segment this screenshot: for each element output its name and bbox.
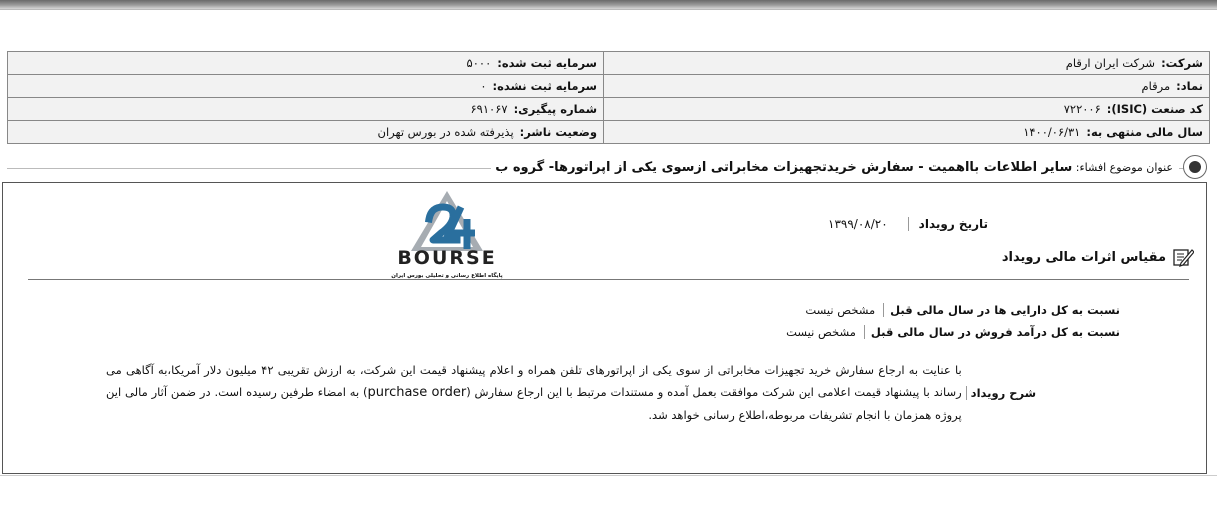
isic-cell (604, 98, 1210, 121)
bottom-divider (0, 475, 1217, 476)
registered-capital-value: ۵۰۰۰ (466, 56, 492, 70)
company-label: شرکت: (1161, 56, 1203, 70)
unregistered-capital-label: سرمایه ثبت نشده: (492, 79, 597, 93)
event-description (106, 359, 1036, 426)
ratio-assets-value: مشخص نیست (805, 303, 876, 317)
bourse-wordmark: BOURSE (397, 247, 497, 269)
bourse24-mark-icon (391, 189, 503, 253)
unregistered-capital-value: ۰ (480, 79, 487, 93)
description-part-2: ) به امضاء طرفین رسیده است. در ضمن آثار مالی این پروژه همزمان با انجام تشریفات مربوطه،اطلاع رسانی خواهد شد. (106, 385, 962, 422)
top-bar (0, 0, 1217, 9)
financial-impact-heading (1002, 247, 1194, 267)
company-value: شرکت ایران ارقام (1065, 56, 1156, 70)
subject-title: سایر اطلاعات بااهمیت - سفارش خریدتجهیزات مخابراتی ازسوی یکی از اپراتورها- گروه ب (495, 159, 1073, 175)
edit-form-icon (1172, 247, 1194, 267)
fiscal-year-cell (604, 121, 1210, 144)
isic-value: ۷۲۲۰۰۶ (1063, 102, 1101, 116)
unregistered-capital-cell (8, 75, 604, 98)
section-divider (28, 279, 1189, 280)
fiscal-year-label: سال مالی منتهی به: (1086, 125, 1203, 139)
tracking-cell (8, 98, 604, 121)
event-date-label: تاریخ رویداد (908, 217, 988, 231)
publisher-status-cell (8, 121, 604, 144)
event-date-value: ۱۳۹۹/۰۸/۲۰ (828, 217, 888, 231)
bourse24-logo (391, 189, 503, 279)
announcement-body (2, 182, 1207, 474)
tracking-value: ۶۹۱۰۶۷ (470, 102, 508, 116)
registered-capital-cell (8, 52, 604, 75)
subject-text (491, 160, 1179, 175)
target-icon (1183, 155, 1207, 179)
event-date (828, 217, 988, 231)
isic-label: کد صنعت (ISIC): (1106, 102, 1203, 116)
financial-impact-title: مقیاس اثرات مالی رویداد (1001, 249, 1166, 265)
ratio-revenue-value: مشخص نیست (786, 325, 856, 339)
logo-tagline: پایگاه اطلاع رسانی و تحلیلی بورس ایران (391, 273, 503, 279)
ratio-row-revenue (786, 325, 1120, 339)
publisher-status-value: پذیرفته شده در بورس تهران (377, 125, 514, 139)
event-description-text (106, 359, 962, 426)
tracking-label: شماره پیگیری: (513, 102, 597, 116)
ratio-assets-label: نسبت به کل دارایی ها در سال مالی قبل (883, 303, 1120, 317)
top-divider (0, 9, 1217, 10)
symbol-cell (604, 75, 1210, 98)
fiscal-year-value: ۱۴۰۰/۰۶/۳۱ (1023, 125, 1081, 139)
company-info-table (7, 51, 1210, 144)
purchase-order-term: purchase order (367, 385, 467, 400)
registered-capital-label: سرمایه ثبت شده: (497, 56, 597, 70)
symbol-value: مرقام (1141, 79, 1171, 93)
publisher-status-label: وضعیت ناشر: (519, 125, 597, 139)
subject-label: عنوان موضوع افشاء: (1075, 160, 1173, 174)
subject-bar (7, 154, 1207, 180)
description-part-1: با عنایت به ارجاع سفارش خرید تجهیزات مخابراتی از سوی یکی از اپراتورهای تلفن همراه و اعلام پیشنهاد قیمت این شرکت، به ارزش تقریبی ۴۲ میلیون دلار آمریکا،به آگاهی می رساند با پیشنهاد قیمت اعلامی این شرکت موافقت بعمل آمده و مستندات مرتبط با این ارجاع سفارش ( (106, 363, 962, 399)
ratio-row-assets (805, 303, 1120, 317)
symbol-label: نماد: (1176, 79, 1203, 93)
ratio-revenue-label: نسبت به کل درآمد فروش در سال مالی قبل (864, 325, 1120, 339)
event-description-label: شرح رویداد (966, 386, 1036, 400)
company-cell (604, 52, 1210, 75)
